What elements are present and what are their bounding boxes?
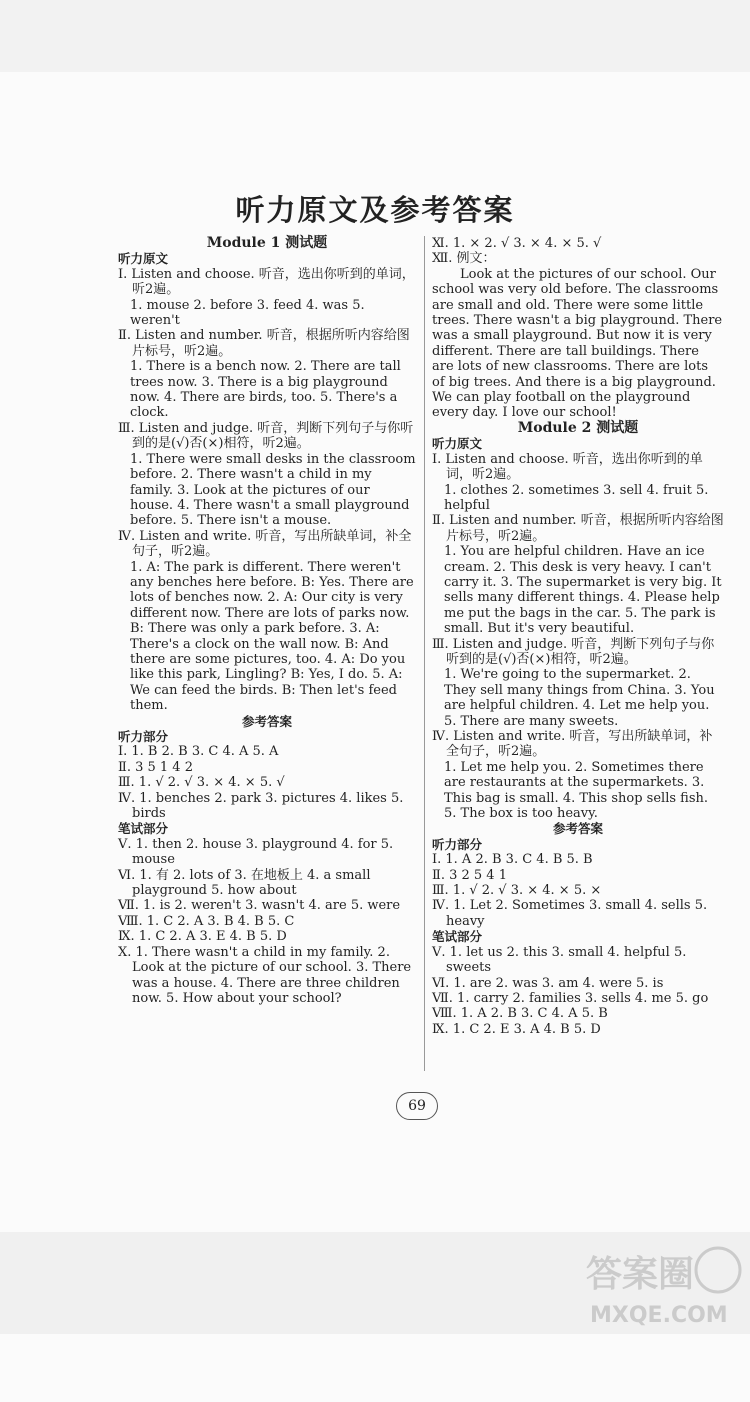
left-item-12: Ⅰ. 1. B 2. B 3. C 4. A 5. A: [118, 744, 279, 760]
right-item-24: Ⅸ. 1. C 2. E 3. A 4. B 5. D: [432, 1021, 601, 1037]
left-item-15: Ⅳ. 1. benches 2. park 3. pictures 4. likes 5. birds: [118, 790, 404, 822]
left-item-18: Ⅵ. 1. 有 2. lots of 3. 在地板上 4. a small playground 5. how about: [118, 867, 371, 899]
left-ans-title-10: 参考答案: [241, 713, 292, 729]
left-item-2: Ⅰ. Listen and choose. 听音，选出你听到的单词，听2遍。: [118, 266, 415, 298]
left-sec-16: 笔试部分: [118, 821, 169, 837]
left-item-17: Ⅴ. 1. then 2. house 3. playground 4. for 5. mouse: [118, 836, 394, 868]
watermark-logo: [580, 1240, 750, 1330]
right-item-9: Ⅲ. Listen and judge. 听音，判断下列句子与你听到的是(√)否(×)相符，听2遍。: [432, 636, 715, 667]
left-sub-3: 1. mouse 2. before 3. feed 4. was 5. weren't: [130, 297, 365, 329]
left-sec-11: 听力部分: [118, 729, 169, 744]
left-item-13: Ⅱ. 3 5 1 4 2: [118, 759, 193, 775]
column-divider: [424, 236, 425, 1071]
right-item-18: Ⅳ. 1. Let 2. Sometimes 3. small 4. sells 5. heavy: [432, 898, 708, 929]
left-item-6: Ⅲ. Listen and judge. 听音，判断下列句子与你听到的是(√)否(×)相符，听2遍。: [118, 420, 414, 452]
right-sec-19: 笔试部分: [432, 929, 483, 945]
right-sub-10: 1. We're going to the supermarket. 2. They sell many things from China. 3. You are helpful children. 4. Let me help you. 5. There are many sweets.: [444, 667, 715, 729]
watermark-line1: 答案圈: [586, 1254, 695, 1295]
right-item-16: Ⅱ. 3 2 5 4 1: [432, 867, 507, 883]
right-sub-8: 1. You are helpful children. Have an ice cream. 2. This desk is very heavy. I can't carry it. 3. The supermarket is very big. It sells many different things. 4. Please help me put the bags in the car. 5. The park is small. But it's very beautiful.: [444, 544, 722, 637]
right-ans-title-13: 参考答案: [552, 821, 603, 837]
right-item-17: Ⅲ. 1. √ 2. √ 3. × 4. × 5. ×: [432, 883, 602, 899]
left-item-22: Ⅹ. 1. There wasn't a child in my family. 2. Look at the picture of our school. 3. There was a house. 4. There are three children now. 5. How about your school?: [118, 944, 412, 1006]
right-item-1: Ⅻ. 例文：: [432, 251, 496, 267]
left-sub-9: 1. A: The park is different. There weren't any benches here before. B: Yes. There are lots of benches now. 2. A: Our city is very different now. There are lots of parks now. B: There was only a park before. 3. A: There's a clock on the wall now. B: And there are some pictures, too. 4. A: Do you like this park, Lingling? B: Yes, I do. 5. A: We can feed the birds. B: Then let's feed them.: [130, 559, 414, 714]
page-number: 69: [396, 1092, 438, 1120]
left-sub-7: 1. There were small desks in the classroom before. 2. There wasn't a child in my family. 3. Look at the pictures of our house. 4. There wasn't a small playground before. 5. There isn't a mouse.: [130, 451, 416, 529]
left-item-19: Ⅶ. 1. is 2. weren't 3. wasn't 4. are 5. were: [118, 898, 401, 914]
left-mod-title-0: Module 1 测试题: [206, 235, 328, 251]
left-column: [118, 236, 416, 1006]
right-item-21: Ⅵ. 1. are 2. was 3. am 4. were 5. is: [432, 975, 664, 991]
right-item-23: Ⅷ. 1. A 2. B 3. C 4. A 5. B: [432, 1006, 608, 1022]
right-column: [432, 236, 724, 1037]
right-item-5: Ⅰ. Listen and choose. 听音，选出你听到的单词，听2遍。: [432, 451, 703, 483]
left-sub-5: 1. There is a bench now. 2. There are tall trees now. 3. There is a big playground now. 4. There are birds, too. 5. There's a clock.: [130, 359, 401, 421]
right-sec-14: 听力部分: [432, 836, 483, 852]
page-title: 听力原文及参考答案: [235, 193, 515, 227]
left-sec-1: 听力原文: [118, 251, 169, 267]
right-item-0: Ⅺ. 1. × 2. √ 3. × 4. × 5. √: [432, 236, 602, 251]
right-sub-12: 1. Let me help you. 2. Sometimes there are restaurants at the supermarkets. 3. This bag is small. 4. This shop sells fish. 5. The box is too heavy.: [444, 759, 709, 822]
right-item-7: Ⅱ. Listen and number. 听音，根据所听内容给图片标号，听2遍。: [432, 513, 724, 544]
watermark-line2: MXQE.COM: [590, 1303, 728, 1328]
right-item-22: Ⅶ. 1. carry 2. families 3. sells 4. me 5. go: [432, 990, 709, 1006]
top-bar: [0, 0, 750, 72]
right-mod-title-3: Module 2 测试题: [517, 419, 639, 436]
left-item-4: Ⅱ. Listen and number. 听音，根据所听内容给图片标号，听2遍。: [118, 328, 410, 359]
left-item-14: Ⅲ. 1. √ 2. √ 3. × 4. × 5. √: [118, 775, 285, 791]
left-item-20: Ⅷ. 1. C 2. A 3. B 4. B 5. C: [118, 913, 295, 929]
left-item-8: Ⅳ. Listen and write. 听音，写出所缺单词，补全句子，听2遍。: [118, 528, 412, 560]
right-sub-6: 1. clothes 2. sometimes 3. sell 4. fruit 5. helpful: [444, 482, 709, 513]
right-item-11: Ⅳ. Listen and write. 听音，写出所缺单词，补全句子，听2遍。: [432, 729, 713, 760]
right-item-20: Ⅴ. 1. let us 2. this 3. small 4. helpful 5. sweets: [432, 944, 687, 976]
right-item-15: Ⅰ. 1. A 2. B 3. C 4. B 5. B: [432, 852, 593, 868]
right-para-2: Look at the pictures of our school. Our school was very old before. The classrooms are small and old. There were some little trees. There wasn't a big playground. There was a small playground. But now it is very different. There are tall buildings. There are lots of new classrooms. There are lots of big trees. And there is a big playground. We can play football on the playground every day. I love our school!: [432, 266, 723, 421]
right-sec-4: 听力原文: [432, 436, 483, 452]
left-item-21: Ⅸ. 1. C 2. A 3. E 4. B 5. D: [118, 929, 287, 945]
